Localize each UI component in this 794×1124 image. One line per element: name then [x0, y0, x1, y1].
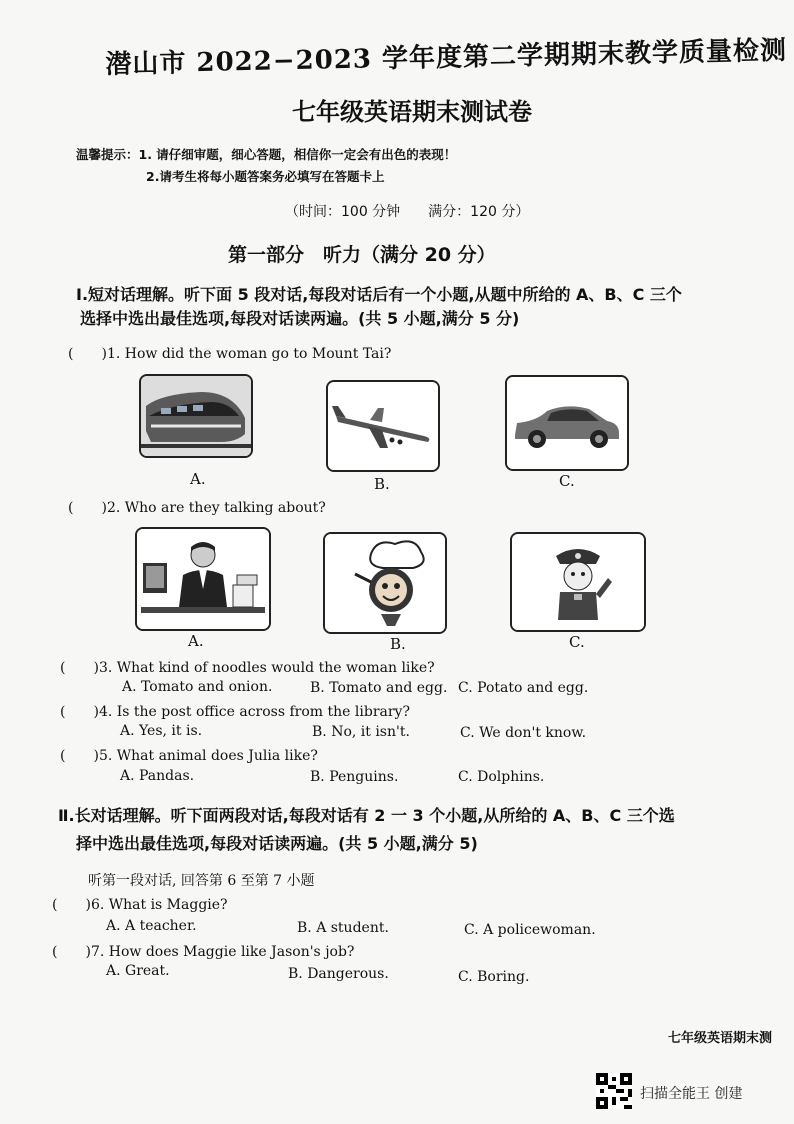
option-5a: A. Pandas.	[120, 768, 195, 784]
chef-icon	[325, 534, 445, 632]
police-officer-icon	[512, 534, 644, 630]
airplane-icon	[328, 382, 438, 470]
option-6b: B. A student.	[297, 920, 389, 936]
question-6-text: 6. What is Maggie?	[90, 897, 228, 913]
option-4b: B. No, it isn't.	[312, 724, 410, 740]
option-1b-label: B.	[374, 475, 390, 493]
question-7	[52, 941, 354, 961]
scanner-watermark: 扫描全能王 创建	[640, 1086, 743, 1102]
option-7b: B. Dangerous.	[288, 966, 389, 982]
option-4c: C. We don't know.	[460, 725, 587, 741]
option-1c-label: C.	[559, 472, 575, 490]
part-one-heading: 第一部分 听力（满分 20 分）	[228, 244, 496, 266]
train-icon	[141, 376, 251, 456]
question-1-text: 1. How did the woman go to Mount Tai?	[106, 346, 392, 362]
car-icon	[507, 377, 627, 469]
exam-title: 潜山市 2022−2023 学年度第二学期期末教学质量检测	[105, 35, 788, 80]
question-5	[60, 745, 318, 765]
tip-line-1: 温馨提示：1. 请仔细审题，细心答题，相信你一定会有出色的表现！	[76, 147, 457, 162]
sub-instruction: 听第一段对话, 回答第 6 至第 7 小题	[88, 873, 315, 889]
question-7-text: 7. How does Maggie like Jason's job?	[90, 944, 355, 960]
exam-subtitle: 七年级英语期末测试卷	[292, 97, 532, 126]
question-2	[68, 497, 326, 517]
question-2-text: 2. Who are they talking about?	[106, 500, 326, 516]
page-footer-label: 七年级英语期末测	[668, 1031, 773, 1046]
option-6c: C. A policewoman.	[464, 922, 596, 938]
answer-bracket: ( )	[68, 500, 107, 516]
option-2c-label: C.	[569, 633, 585, 651]
question-4	[60, 701, 410, 721]
section-2-instruction-line-2: 择中选出最佳选项,每段对话读两遍。(共 5 小题,满分 5)	[76, 834, 478, 853]
option-5c: C. Dolphins.	[458, 769, 545, 785]
option-2b-image	[323, 532, 447, 634]
section-1-instruction-line-1: Ⅰ.短对话理解。听下面 5 段对话,每段对话后有一个小题,从题中所给的 A、B、C 三个	[76, 285, 682, 304]
option-2b-label: B.	[390, 635, 406, 653]
option-3a: A. Tomato and onion.	[122, 679, 273, 695]
question-4-text: 4. Is the post office across from the library?	[98, 704, 410, 720]
option-2c-image	[510, 532, 646, 632]
option-7c: C. Boring.	[458, 969, 530, 985]
option-4a: A. Yes, it is.	[120, 723, 203, 739]
option-2a-label: A.	[188, 632, 204, 650]
qr-code-icon	[596, 1073, 632, 1109]
section-2-instruction-line-1: Ⅱ.长对话理解。听下面两段对话,每段对话有 2 一 3 个小题,从所给的 A、B、C 三个选	[58, 806, 675, 825]
question-5-text: 5. What animal does Julia like?	[98, 748, 318, 764]
question-3	[60, 657, 435, 677]
option-6a: A. A teacher.	[106, 918, 197, 934]
tip-line-2: 2.请考生将每小题答案务必填写在答题卡上	[146, 169, 385, 184]
answer-bracket: ( )	[60, 748, 99, 764]
exam-time-score: （时间：100 分钟 满分：120 分）	[285, 204, 530, 220]
question-3-text: 3. What kind of noodles would the woman like?	[98, 660, 435, 676]
answer-bracket: ( )	[68, 346, 107, 362]
option-1a-image	[139, 374, 253, 458]
answer-bracket: ( )	[52, 944, 91, 960]
answer-bracket: ( )	[52, 897, 91, 913]
option-5b: B. Penguins.	[310, 769, 399, 785]
section-1-instruction-line-2: 选择中选出最佳选项,每段对话读两遍。(共 5 小题,满分 5 分)	[80, 309, 520, 328]
question-1	[68, 343, 391, 363]
answer-bracket: ( )	[60, 704, 99, 720]
office-worker-icon	[137, 529, 269, 629]
option-2a-image	[135, 527, 271, 631]
question-6	[52, 894, 228, 914]
option-3b: B. Tomato and egg.	[310, 680, 448, 696]
option-1a-label: A.	[190, 470, 206, 488]
option-1b-image	[326, 380, 440, 472]
option-3c: C. Potato and egg.	[458, 680, 589, 696]
option-7a: A. Great.	[106, 963, 170, 979]
option-1c-image	[505, 375, 629, 471]
answer-bracket: ( )	[60, 660, 99, 676]
